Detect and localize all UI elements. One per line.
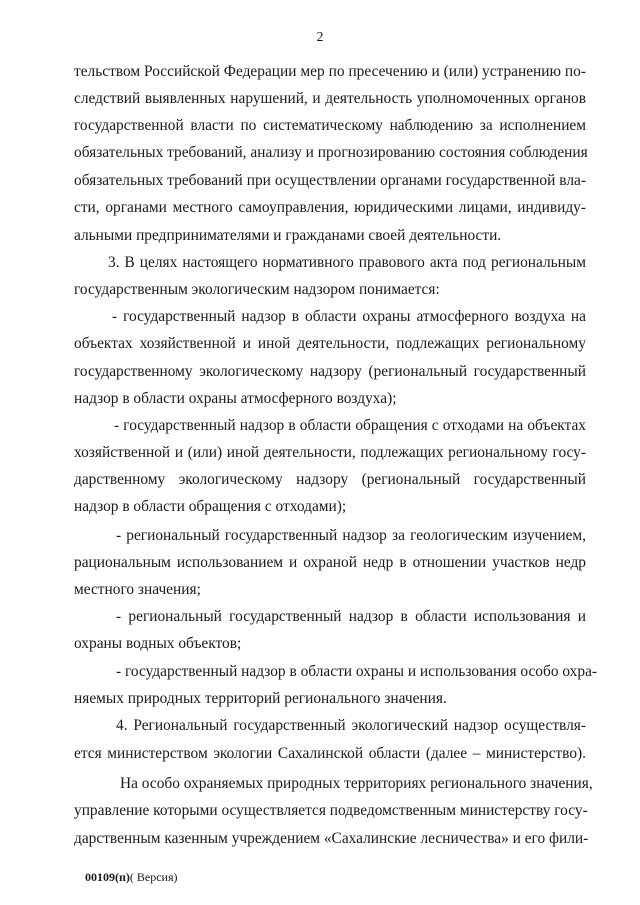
text-line: 3. В целях настоящего нормативного правового акта под региональным (108, 254, 586, 271)
text-line: - региональный государственный надзор в области использования и (116, 608, 586, 625)
text-line: государственной власти по систематическому наблюдению за исполнением (74, 117, 586, 134)
text-line: На особо охраняемых природных территориях регионального значения, (120, 775, 593, 792)
text-line: дарственным казенным учреждением «Сахалинские лесничества» и его фили- (74, 830, 589, 847)
text-line: 4. Региональный государственный экологический надзор осуществля- (116, 717, 586, 734)
text-line: сти, органами местного самоуправления, юридическими лицами, индивиду- (74, 199, 586, 216)
text-line: объектах хозяйственной и иной деятельности, подлежащих региональному (74, 335, 586, 352)
text-line: охраны водных объектов; (74, 635, 242, 652)
text-line: рациональным использованием и охраной недр в отношении участков недр (74, 554, 586, 571)
text-line: обязательных требований, анализу и прогнозированию состояния соблюдения (74, 144, 588, 161)
text-line: обязательных требований при осуществлении органами государственной вла- (74, 172, 586, 189)
text-line: надзор в области охраны атмосферного воздуха); (74, 390, 397, 407)
text-line: - региональный государственный надзор за геологическим изучением, (116, 527, 586, 544)
text-line: ется министерством экологии Сахалинской области (далее – министерство). (74, 745, 586, 762)
text-line: - государственный надзор в области охраны и использования особо охра- (116, 663, 598, 680)
text-line: тельством Российской Федерации мер по пресечению и (или) устранению по- (74, 63, 586, 80)
text-line: хозяйственной и (или) иной деятельности, подлежащих региональному госу- (74, 444, 586, 461)
text-line: государственному экологическому надзору (региональный государственный (74, 363, 586, 380)
text-line: надзор в области обращения с отходами); (74, 498, 347, 515)
text-line: альными предпринимателями и гражданами своей деятельности. (74, 227, 502, 244)
text-line: - государственный надзор в области обращения с отходами на объектах (114, 417, 586, 434)
page-number: 2 (316, 30, 324, 45)
text-line: государственным экологическим надзором понимается: (74, 281, 440, 298)
text-line: следствий выявленных нарушений, и деятельность уполномоченных органов (74, 90, 586, 107)
text-line: местного значения; (74, 581, 201, 598)
text-line: дарственному экологическому надзору (региональный государственный (74, 471, 586, 488)
document-code: 00109(п) (85, 870, 130, 884)
text-line: - государственный надзор в области охраны атмосферного воздуха на (112, 308, 586, 325)
document-footer (85, 870, 178, 885)
text-line: няемых природных территорий регионального значения. (74, 690, 447, 707)
text-line: управление которыми осуществляется подведомственным министерству госу- (74, 802, 588, 819)
version-label: ( Версия) (129, 870, 178, 884)
